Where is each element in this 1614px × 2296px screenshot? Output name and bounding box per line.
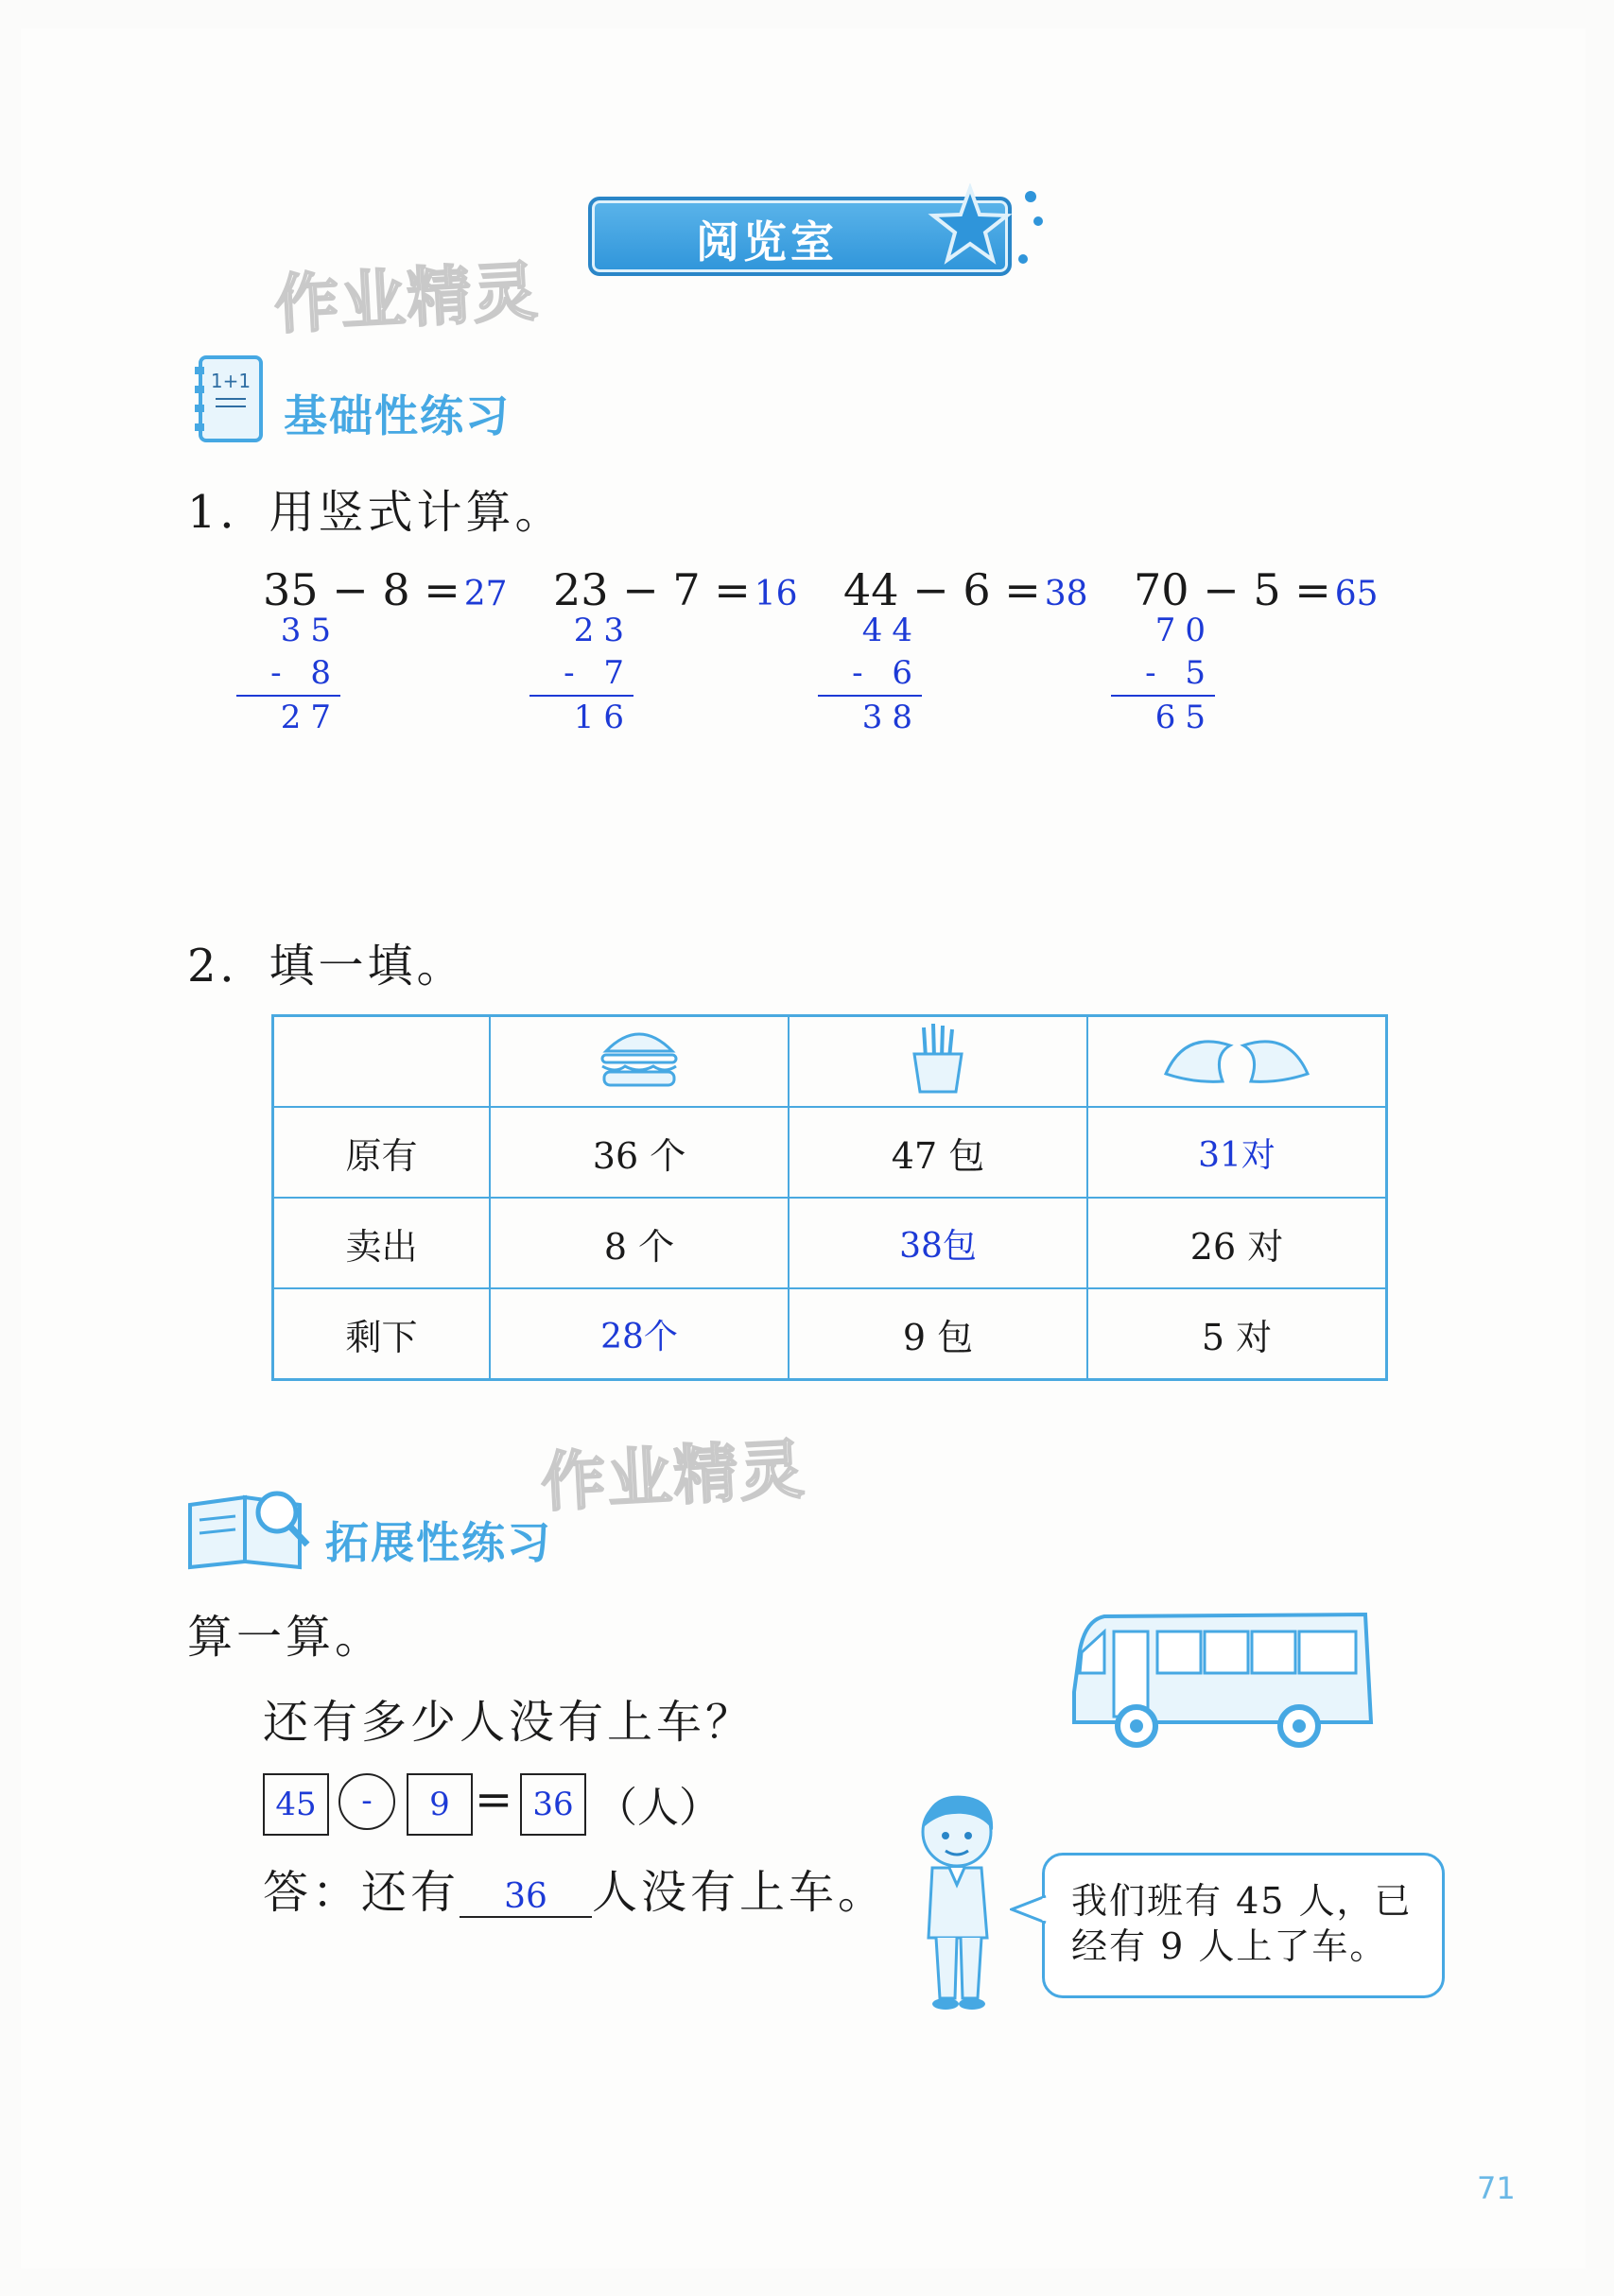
table-header-row bbox=[273, 1016, 1387, 1108]
speech-bubble-tail bbox=[1010, 1890, 1048, 1928]
open-book-magnifier-icon bbox=[182, 1486, 315, 1571]
section-title-basic: 基础性练习 bbox=[284, 390, 511, 441]
answer-box-second-number: 9 bbox=[407, 1773, 473, 1836]
sparkle-icon bbox=[1012, 185, 1050, 270]
table-cell: 26 对 bbox=[1087, 1198, 1387, 1288]
page-number: 71 bbox=[1477, 2170, 1516, 2206]
notebook-icon bbox=[191, 354, 267, 444]
table-cell-answer: 31对 bbox=[1087, 1107, 1387, 1198]
equation: 44 − 6 = 38 bbox=[843, 564, 1088, 615]
answer-sentence: 答：还有 36 人没有上车。 bbox=[263, 1866, 888, 1919]
bus-icon bbox=[1067, 1607, 1379, 1758]
equation-answer: 16 bbox=[754, 575, 798, 613]
vertical-calculation: 23 - 7 16 bbox=[529, 610, 633, 739]
question-1-title: 1．用竖式计算。 bbox=[187, 486, 564, 539]
hamburger-icon bbox=[597, 1023, 682, 1093]
vertical-calculation: 70 - 5 65 bbox=[1111, 610, 1215, 739]
equation-answer: 27 bbox=[463, 575, 508, 613]
question-3-heading: 算一算。 bbox=[187, 1611, 385, 1664]
boy-character-icon bbox=[908, 1787, 1012, 2013]
table-row bbox=[273, 1107, 1387, 1198]
question-2-title: 2．填一填。 bbox=[187, 940, 466, 993]
notebook-icon-label: 1+1 bbox=[210, 370, 252, 392]
french-fries-icon bbox=[905, 1020, 971, 1096]
table-cell: 47 包 bbox=[789, 1107, 1087, 1198]
table-cell-answer: 28个 bbox=[490, 1288, 789, 1380]
table-cell: 5 对 bbox=[1087, 1288, 1387, 1380]
watermark: 作业精灵 bbox=[539, 1432, 808, 1522]
table-cell: 36 个 bbox=[490, 1107, 789, 1198]
equals-sign: = bbox=[475, 1773, 513, 1826]
answer-blank: 36 bbox=[460, 1877, 592, 1918]
table-cell: 8 个 bbox=[490, 1198, 789, 1288]
vertical-calculation: 44 - 6 38 bbox=[818, 610, 922, 739]
unit-label: （人） bbox=[596, 1784, 720, 1832]
table-row bbox=[273, 1198, 1387, 1288]
answer-box-result: 36 bbox=[520, 1773, 586, 1836]
answer-circle-operator: - bbox=[338, 1773, 395, 1830]
watermark: 作业精灵 bbox=[272, 254, 542, 344]
banner-title-text: 阅览室 bbox=[696, 216, 838, 268]
vertical-calculation: 35 - 8 27 bbox=[236, 610, 340, 739]
row-label: 卖出 bbox=[273, 1198, 491, 1288]
table-cell: 9 包 bbox=[789, 1288, 1087, 1380]
equation: 23 − 7 = 16 bbox=[553, 564, 798, 615]
row-label: 原有 bbox=[273, 1107, 491, 1198]
answer-box-first-number: 45 bbox=[263, 1773, 329, 1836]
equation-answer: 38 bbox=[1044, 575, 1088, 613]
equation-answer: 65 bbox=[1334, 575, 1379, 613]
speech-bubble bbox=[1042, 1853, 1445, 1998]
chicken-wings-icon bbox=[1156, 1027, 1317, 1089]
equation: 70 − 5 = 65 bbox=[1134, 564, 1379, 615]
table-row bbox=[273, 1288, 1387, 1380]
table-cell-answer: 38包 bbox=[789, 1198, 1087, 1288]
speech-bubble-text: 我们班有 45 人，已经有 9 人上了车。 bbox=[1071, 1880, 1413, 1967]
section-title-extended: 拓展性练习 bbox=[325, 1517, 552, 1568]
banner-title bbox=[588, 197, 1012, 276]
question-3-prompt: 还有多少人没有上车？ bbox=[263, 1696, 755, 1749]
row-label: 剩下 bbox=[273, 1288, 491, 1380]
fill-in-table bbox=[271, 1014, 1388, 1381]
equation: 35 − 8 = 27 bbox=[263, 564, 508, 615]
star-icon bbox=[928, 183, 1013, 268]
